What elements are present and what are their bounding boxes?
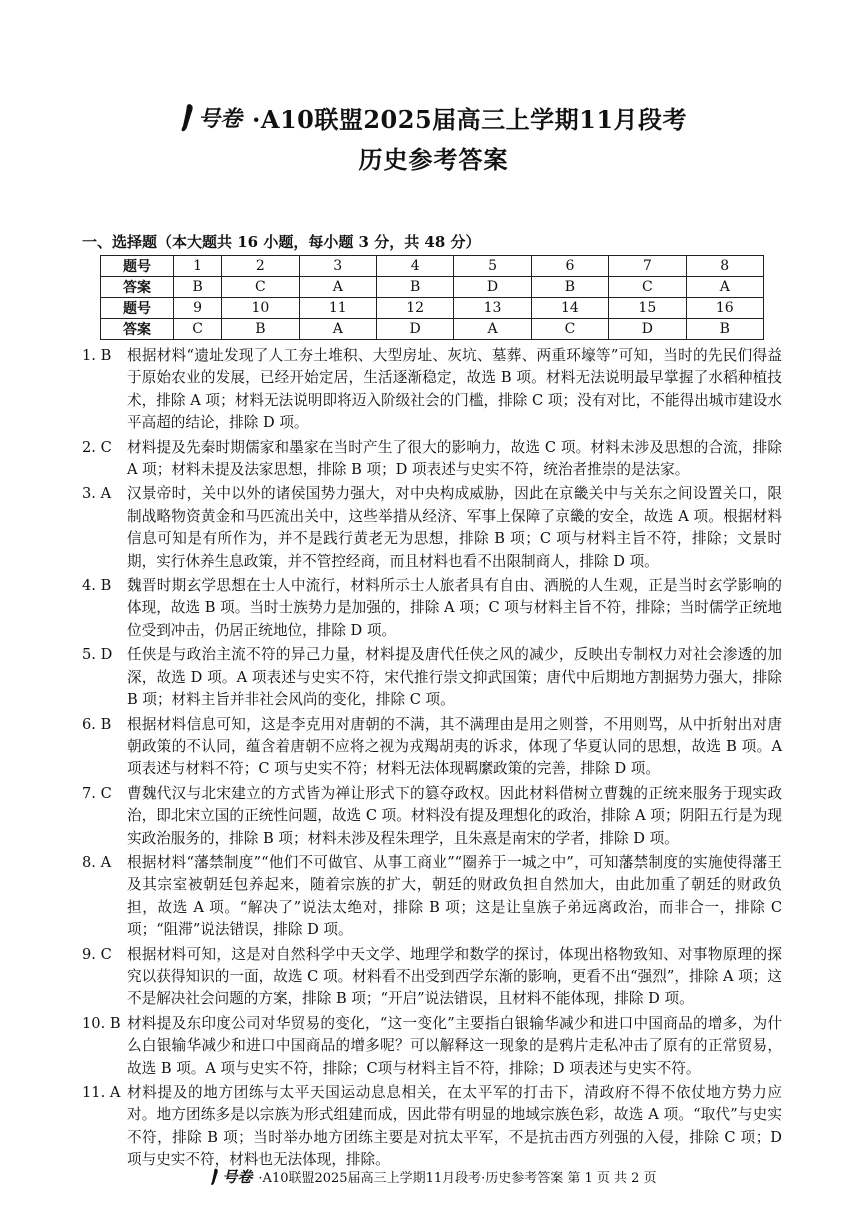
answer-cell: A — [454, 319, 531, 340]
answer-key-table — [100, 255, 764, 340]
explanation-number: 8. A — [82, 853, 112, 871]
table-row-answers — [101, 319, 764, 340]
question-number-cell: 15 — [609, 298, 686, 319]
question-number-cell: 2 — [222, 256, 299, 277]
explanation-number: 9. C — [82, 945, 112, 963]
answer-cell: B — [531, 277, 608, 298]
row-label: 题号 — [101, 256, 174, 277]
answer-cell: A — [686, 277, 763, 298]
answer-cell: A — [299, 319, 376, 340]
brush-stroke-icon — [210, 1168, 220, 1186]
answer-cell: A — [299, 277, 376, 298]
question-number-cell: 3 — [299, 256, 376, 277]
question-number-cell: 16 — [686, 298, 763, 319]
question-number-cell: 11 — [299, 298, 376, 319]
document-header — [0, 100, 867, 135]
explanation-text: 材料提及先秦时期儒家和墨家在当时产生了很大的影响力，故选 C 项。材料未涉及思想的合流，排除 A 项；材料未提及法家思想，排除 B 项；D 项表述与史实不符，统治者推崇的是法家。 — [127, 438, 782, 479]
question-number-cell: 4 — [376, 256, 453, 277]
answer-cell: D — [376, 319, 453, 340]
explanation-text: 魏晋时期玄学思想在士人中流行，材料所示士人旅者具有自由、洒脱的人生观，正是当时玄学影响的体现，故选 B 项。当时士族势力是加强的，排除 A 项；C 项与材料主旨不符，排除；当时儒学正统地位受到冲击，仍居正统地位，排除 D 项。 — [127, 577, 782, 639]
explanation-number: 11. A — [82, 1084, 121, 1101]
explanation-text: 材料提及的地方团练与太平天国运动息息相关，在太平军的打击下，清政府不得不依仗地方势力应对。地方团练多是以宗族为形式组建而成，因此带有明显的地域宗族色彩，故选 A 项。“取代”与史实不符，排除 B 项；当时举办地方团练主要是对抗太平军，不是抗击西方列强的入侵，排除 C 项；D 项与史实不符，材料也无法体现，排除。 — [127, 1084, 782, 1169]
explanation-item — [82, 483, 782, 573]
question-number-cell: 9 — [174, 298, 222, 319]
explanation-text: 汉景帝时，关中以外的诸侯国势力强大，对中央构成威胁，因此在京畿关中与关东之间设置关口，限制战略物资黄金和马匹流出关中，这些举措从经济、军事上保障了京畿的安全，故选 A 项。根据材料信息可知是有所作为，并不是践行黄老无为思想，排除 B 项；C 项与材料主旨不符，排除；文景时期，实行休养生息政策，并不管控经商，而且材料也看不出限制商人，排除 D 项。 — [127, 485, 782, 570]
explanation-item — [82, 852, 782, 942]
brand-logo — [180, 102, 242, 133]
explanation-item — [82, 575, 782, 642]
explanation-number: 2. C — [82, 438, 112, 456]
explanation-number: 3. A — [82, 485, 112, 503]
explanation-text: 根据材料“遗址发现了人工夯土堆积、大型房址、灰坑、墓葬、两重环壕等”可知，当时的先民们得益于原始农业的发展，已经开始定居，生活逐渐稳定，故选 B 项。材料无法说明最早掌握了水稻种植技术，排除 A 项；材料无法说明即将迈入阶级社会的门槛，排除 C 项；没有对比，不能得出城市建设水平高超的结论，排除 D 项。 — [127, 347, 782, 432]
explanation-number: 10. B — [82, 1014, 121, 1032]
row-label: 答案 — [101, 277, 174, 298]
explanation-item — [82, 944, 782, 1011]
explanation-item — [82, 1013, 782, 1080]
answer-cell: C — [609, 277, 686, 298]
footer-logo-text: 号卷 — [222, 1168, 253, 1186]
row-label: 题号 — [101, 298, 174, 319]
answer-cell: C — [531, 319, 608, 340]
question-number-cell: 14 — [531, 298, 608, 319]
question-number-cell: 13 — [454, 298, 531, 319]
question-number-cell: 7 — [609, 256, 686, 277]
row-label: 答案 — [101, 319, 174, 340]
explanation-item — [82, 714, 782, 781]
explanation-text: 曹魏代汉与北宋建立的方式皆为禅让形式下的篡夺政权。因此材料借树立曹魏的正统来服务于现实政治，即北宋立国的正统性问题，故选 C 项。材料没有提及理想化的政治，排除 A 项；阴阳五行是为现实政治服务的，排除 B 项；材料未涉及程朱理学，且朱熹是南宋的学者，排除 D 项。 — [127, 784, 782, 847]
explanation-item — [82, 437, 782, 482]
table-row-answers — [101, 277, 764, 298]
answer-cell: D — [454, 277, 531, 298]
explanation-text: 根据材料可知，这是对自然科学中天文学、地理学和数学的探讨，体现出格物致知、对事物原理的探究以获得知识的一面，故选 C 项。材料看不出受到西学东渐的影响，更看不出“强烈”，排除 A 项；这不是解决社会问题的方案，排除 B 项；“开启”说法错误，且材料不能体现，排除 D 项。 — [127, 945, 782, 1008]
explanation-item — [82, 345, 782, 435]
explanation-text: 任侠是与政治主流不符的异己力量，材料提及唐代任侠之风的减少，反映出专制权力对社会渗透的加深，故选 D 项。A 项表述与史实不符，宋代推行崇文抑武国策；唐代中后期地方割据势力强大，排除 B 项；材料主旨并非社会风尚的变化，排除 C 项。 — [127, 646, 782, 709]
answer-cell: C — [174, 319, 222, 340]
page-subtitle: 历史参考答案 — [358, 145, 509, 174]
table-row-question-numbers — [101, 256, 764, 277]
answer-cell: B — [222, 319, 299, 340]
answer-cell: B — [174, 277, 222, 298]
explanation-item — [82, 644, 782, 711]
explanation-text: 根据材料信息可知，这是李克用对唐朝的不满，其不满理由是用之则誉，不用则骂，从中折射出对唐朝政策的不认同，蕴含着唐朝不应将之视为戎羯胡夷的诉求，体现了华夏认同的思想，故选 B 项。A 项表述与材料不符；C 项与史实不符；材料无法体现羁縻政策的完善，排除 D 项。 — [127, 715, 782, 778]
explanation-number: 6. B — [82, 715, 112, 733]
explanation-text: 材料提及东印度公司对华贸易的变化，“这一变化”主要指白银输华减少和进口中国商品的增多，为什么白银输华减少和进口中国商品的增多呢？可以解释这一现象的是鸦片走私冲击了原有的正常贸易，故选 B 项。A 项与史实不符，排除；C项与材料主旨不符，排除；D 项表述与史实不符。 — [127, 1014, 782, 1077]
explanation-number: 5. D — [82, 646, 113, 664]
explanation-number: 1. B — [82, 347, 112, 364]
footer-text: ·A10联盟2025届高三上学期11月段考·历史参考答案 第 1 页 共 2 页 — [258, 1171, 657, 1186]
question-number-cell: 5 — [454, 256, 531, 277]
answer-cell: B — [686, 319, 763, 340]
question-number-cell: 6 — [531, 256, 608, 277]
answer-cell: B — [376, 277, 453, 298]
explanation-number: 4. B — [82, 577, 112, 595]
brand-logo-text: 号卷 — [197, 106, 242, 132]
explanations-list — [82, 345, 782, 1174]
brush-stroke-icon — [180, 103, 196, 133]
explanation-text: 根据材料“藩禁制度”“他们不可做官、从事工商业”“圈养于一城之中”，可知藩禁制度的实施使得藩王及其宗室被朝廷包养起来，随着宗族的扩大，朝廷的财政负担自然加大，由此加重了朝廷的财政负担，故选 A 项。“解决了”说法太绝对，排除 B 项；这是让皇族子弟远离政治，而非合一，排除 C 项；“阻滞”说法错误，排除 D 项。 — [127, 853, 782, 939]
question-number-cell: 1 — [174, 256, 222, 277]
footer-logo — [210, 1166, 252, 1187]
explanation-item — [82, 783, 782, 850]
answer-cell: C — [222, 277, 299, 298]
page-footer — [0, 1166, 867, 1187]
page-title: ·A10联盟2025届高三上学期11月段考 — [251, 105, 688, 134]
explanation-number: 7. C — [82, 784, 112, 802]
section-heading: 一、选择题（本大题共 16 小题，每小题 3 分，共 48 分） — [82, 233, 481, 251]
explanation-item — [82, 1082, 782, 1172]
question-number-cell: 10 — [222, 298, 299, 319]
question-number-cell: 12 — [376, 298, 453, 319]
question-number-cell: 8 — [686, 256, 763, 277]
table-row-question-numbers — [101, 298, 764, 319]
answer-cell: D — [609, 319, 686, 340]
